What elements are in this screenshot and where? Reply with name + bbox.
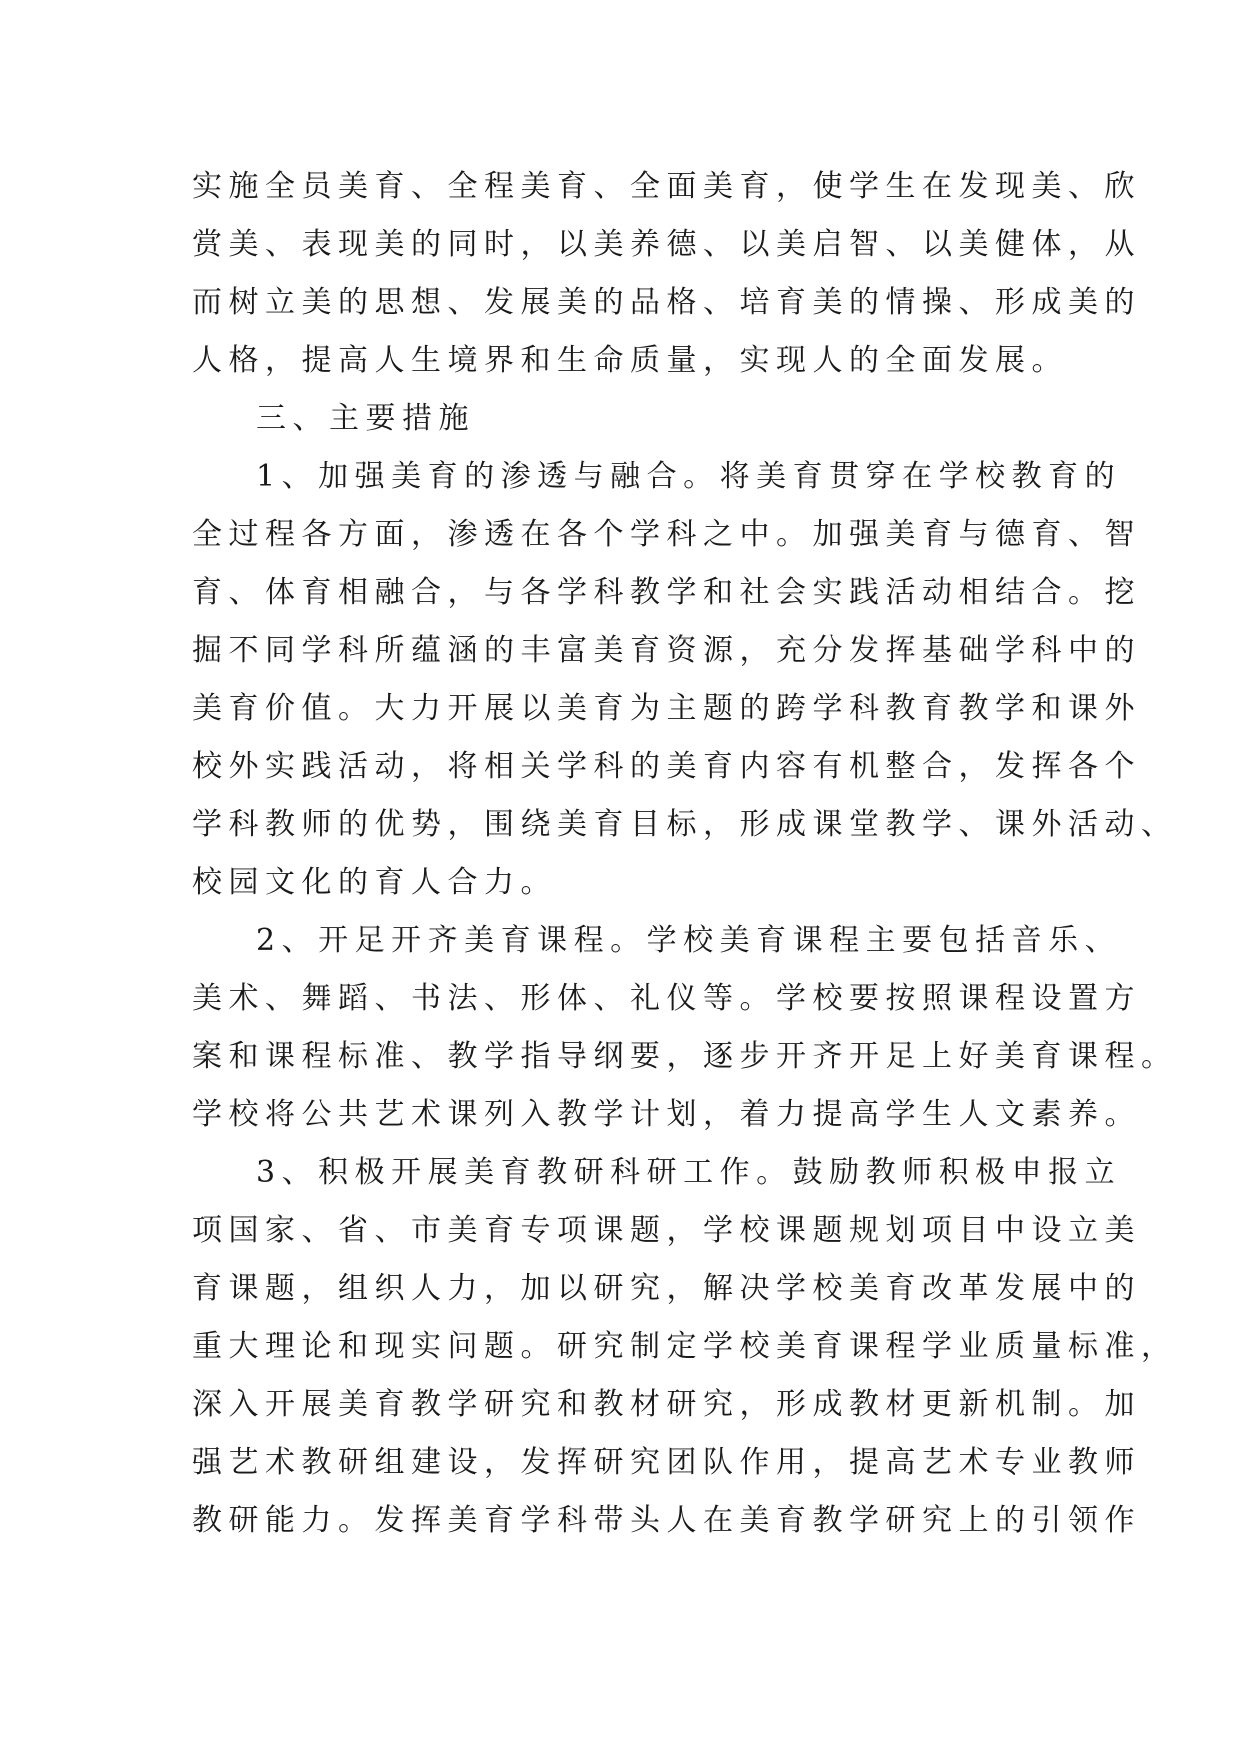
body-line: 案和课程标准、教学指导纲要，逐步开齐开足上好美育课程。 (192, 1039, 1178, 1074)
body-line: 深入开展美育教学研究和教材研究，形成教材更新机制。加 (192, 1387, 1141, 1422)
paragraph-start-line: 1、加强美育的渗透与融合。将美育贯穿在学校教育的 (256, 459, 1122, 494)
paragraph-start-line: 2、开足开齐美育课程。学校美育课程主要包括音乐、 (256, 923, 1122, 958)
body-line: 育课题，组织人力，加以研究，解决学校美育改革发展中的 (192, 1271, 1141, 1306)
body-line: 强艺术教研组建设，发挥研究团队作用，提高艺术专业教师 (192, 1445, 1141, 1480)
body-line: 人格，提高人生境界和生命质量，实现人的全面发展。 (192, 343, 1068, 378)
body-line: 重大理论和现实问题。研究制定学校美育课程学业质量标准， (192, 1329, 1178, 1364)
body-line: 美术、舞蹈、书法、形体、礼仪等。学校要按照课程设置方 (192, 981, 1141, 1016)
body-line: 校外实践活动，将相关学科的美育内容有机整合，发挥各个 (192, 749, 1141, 784)
body-line: 而树立美的思想、发展美的品格、培育美的情操、形成美的 (192, 285, 1141, 320)
body-line: 全过程各方面，渗透在各个学科之中。加强美育与德育、智 (192, 517, 1141, 552)
body-line: 美育价值。大力开展以美育为主题的跨学科教育教学和课外 (192, 691, 1141, 726)
document-body (192, 158, 1178, 1550)
paragraph-start-line: 3、积极开展美育教研科研工作。鼓励教师积极申报立 (256, 1155, 1122, 1190)
body-line: 学科教师的优势，围绕美育目标，形成课堂教学、课外活动、 (192, 807, 1178, 842)
body-line: 学校将公共艺术课列入教学计划，着力提高学生人文素养。 (192, 1097, 1141, 1132)
section-heading: 三、主要措施 (256, 401, 475, 436)
body-line: 掘不同学科所蕴涵的丰富美育资源，充分发挥基础学科中的 (192, 633, 1141, 668)
body-line: 育、体育相融合，与各学科教学和社会实践活动相结合。挖 (192, 575, 1141, 610)
body-line: 赏美、表现美的同时，以美养德、以美启智、以美健体，从 (192, 227, 1141, 262)
body-line: 校园文化的育人合力。 (192, 865, 557, 900)
body-line: 项国家、省、市美育专项课题，学校课题规划项目中设立美 (192, 1213, 1141, 1248)
body-line: 实施全员美育、全程美育、全面美育，使学生在发现美、欣 (192, 169, 1141, 204)
body-line: 教研能力。发挥美育学科带头人在美育教学研究上的引领作 (192, 1503, 1141, 1538)
